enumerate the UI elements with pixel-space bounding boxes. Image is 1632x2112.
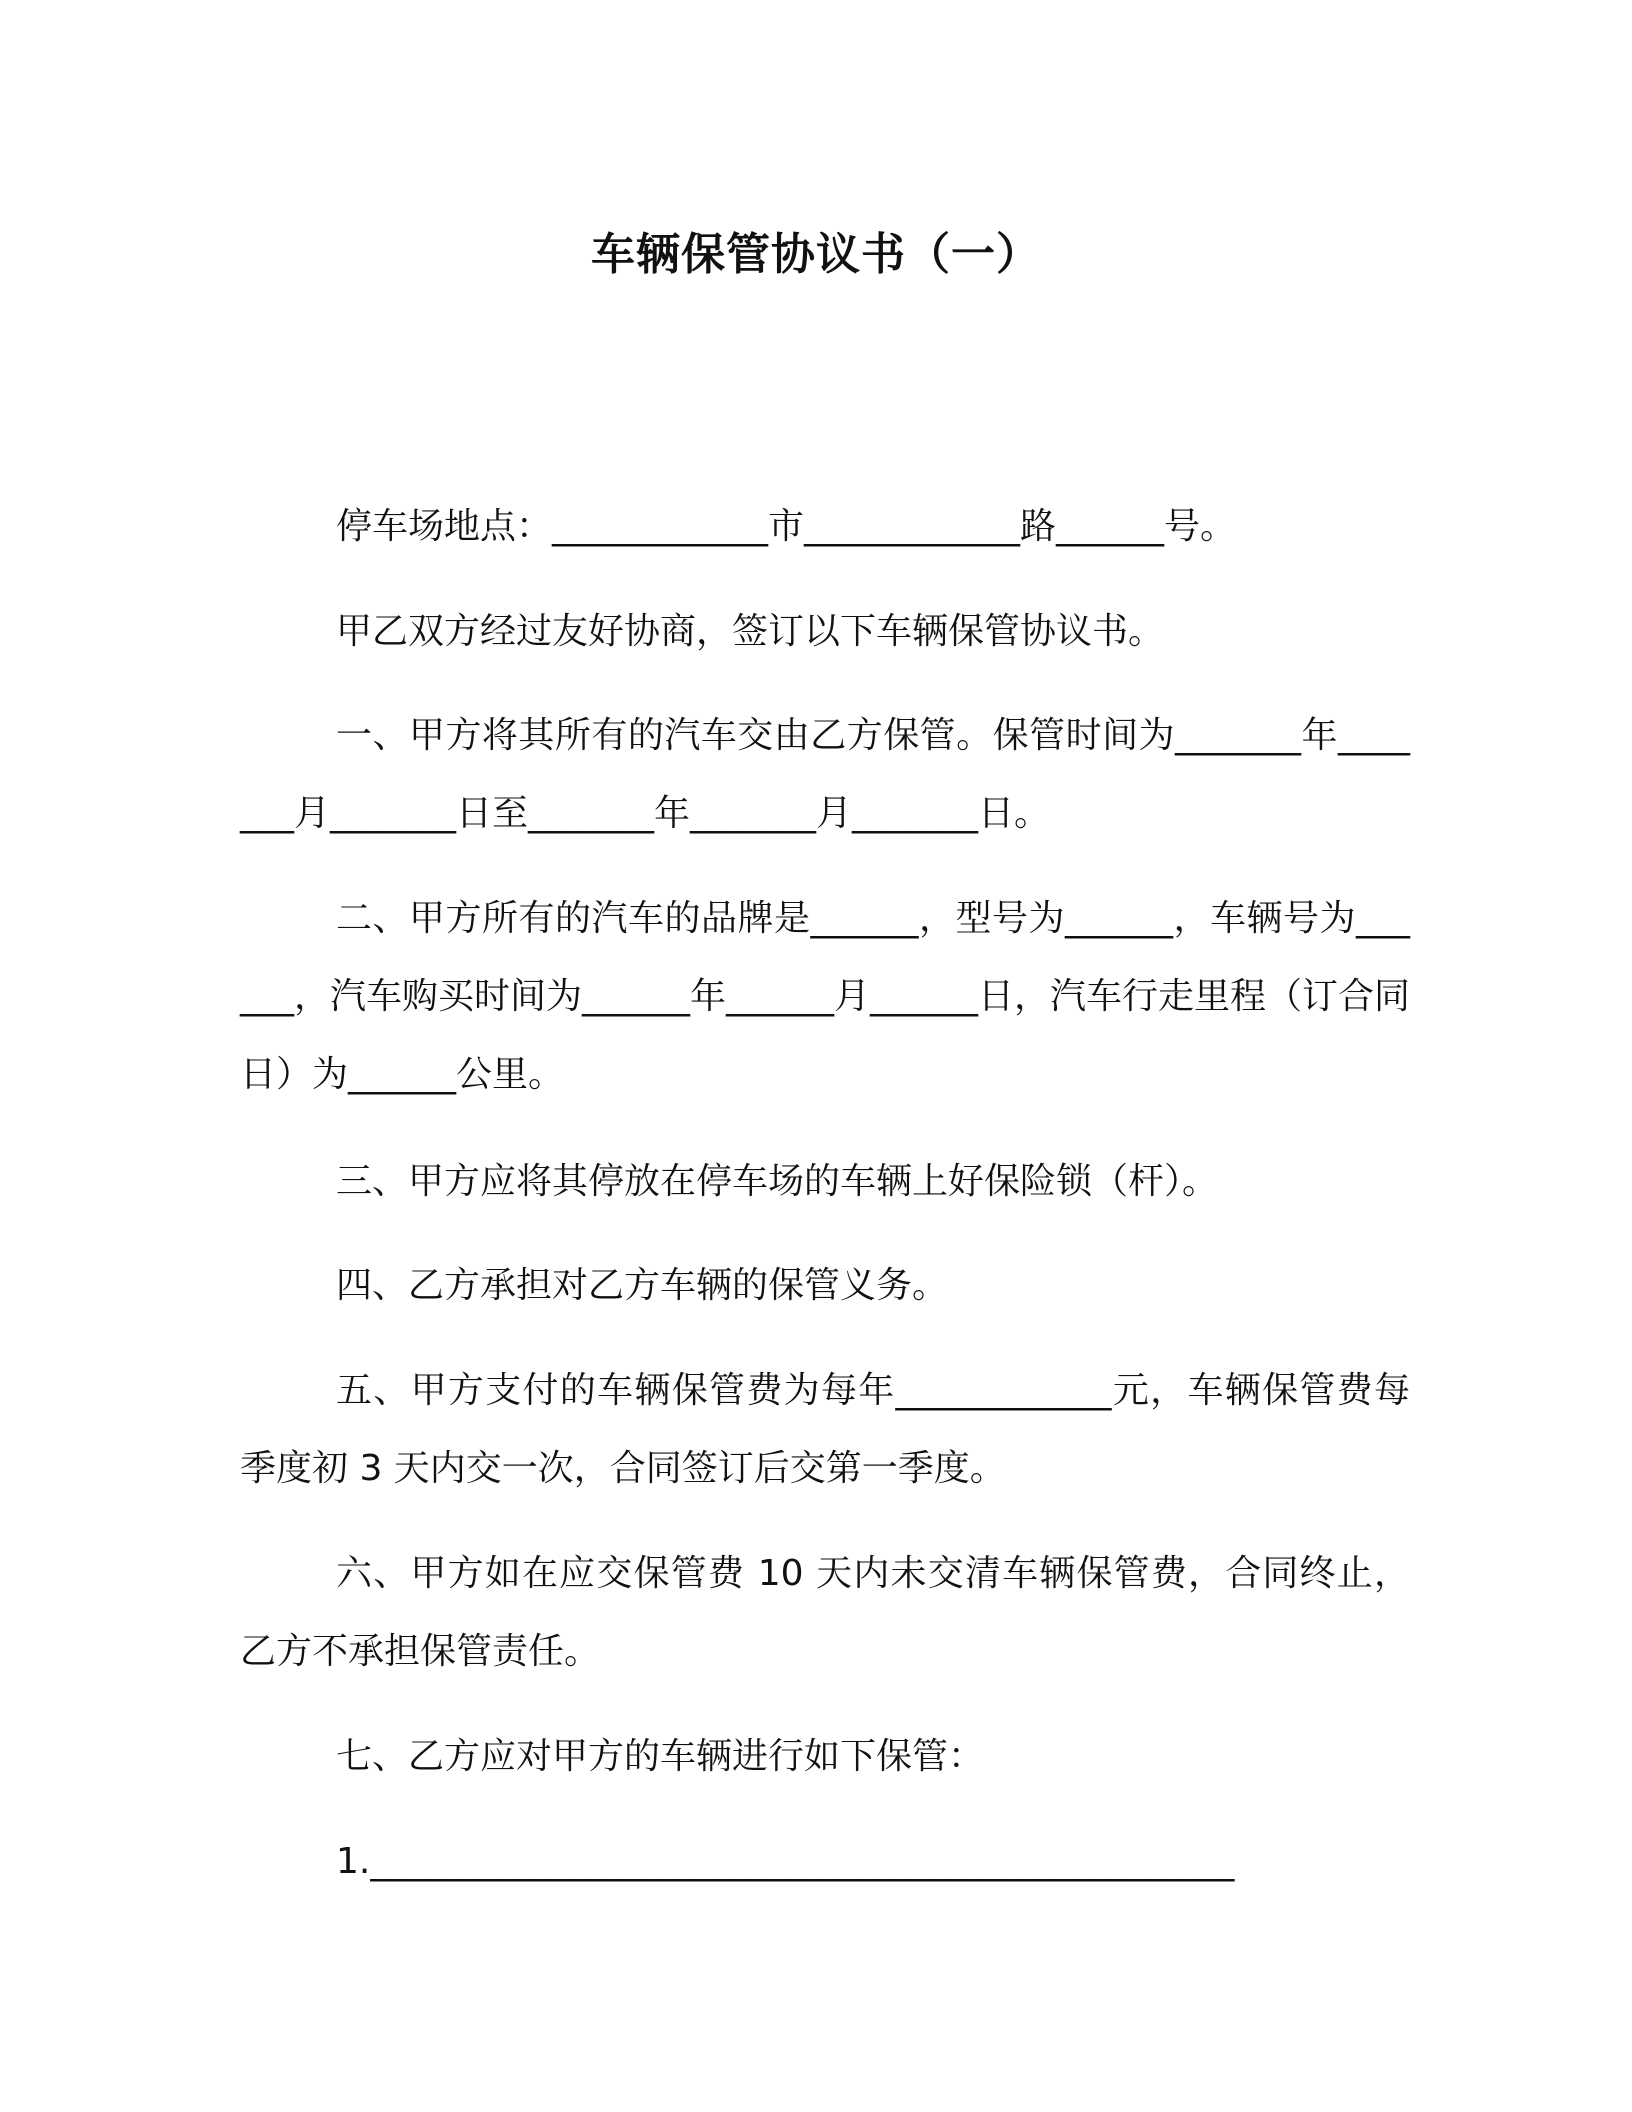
paragraph-clause-1: 一、甲方将其所有的汽车交由乙方保管。保管时间为_______年_______月_______日至_______年_______月_______日。 bbox=[240, 715, 1410, 834]
paragraph-clause-3: 三、甲方应将其停放在停车场的车辆上好保险锁（杆）。 bbox=[336, 1161, 1219, 1202]
paragraph-clause-2: 二、甲方所有的汽车的品牌是______，型号为______，车辆号为______，汽车购买时间为______年______月______日，汽车行走里程（订合同日）为______公里。 bbox=[240, 898, 1411, 1095]
paragraph-clause-5: 五、甲方支付的车辆保管费为每年____________元，车辆保管费每季度初 3 天内交一次，合同签订后交第一季度。 bbox=[240, 1370, 1410, 1489]
document-title: 车辆保管协议书（一） bbox=[591, 229, 1041, 280]
paragraph-preamble: 甲乙双方经过友好协商，签订以下车辆保管协议书。 bbox=[336, 611, 1165, 652]
paragraph-clause-6: 六、甲方如在应交保管费 10 天内未交清车辆保管费，合同终止，乙方不承担保管责任。 bbox=[240, 1553, 1410, 1672]
paragraph-clause-4: 四、乙方承担对乙方车辆的保管义务。 bbox=[336, 1265, 949, 1306]
paragraph-clause-7: 七、乙方应对甲方的车辆进行如下保管： bbox=[336, 1736, 985, 1777]
paragraph-parking-location: 停车场地点：____________市____________路______号。 bbox=[336, 506, 1237, 547]
paragraph-clause-7-item-1: 1.________________________________________________ bbox=[336, 1841, 1235, 1882]
